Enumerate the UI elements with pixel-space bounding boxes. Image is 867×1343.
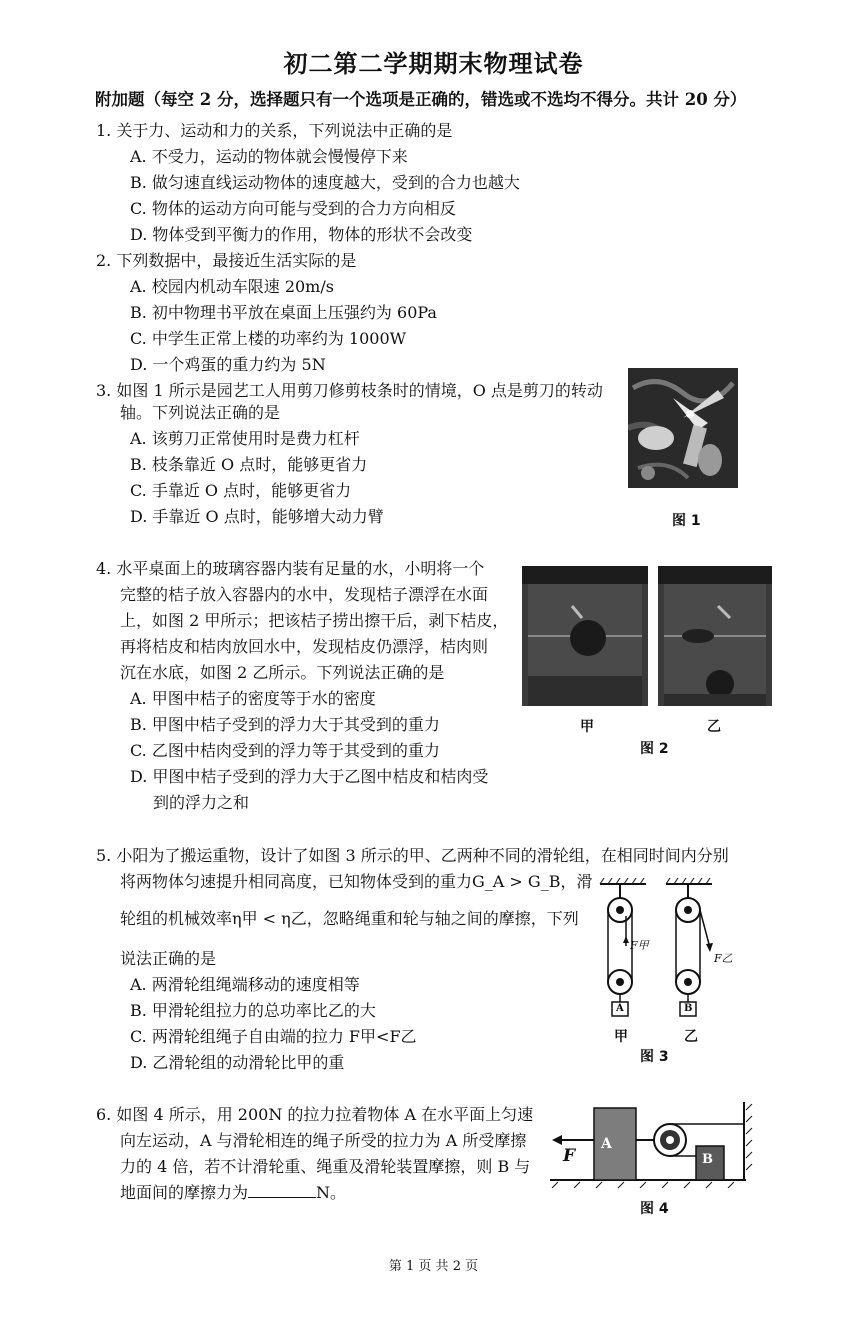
- figure-3-label-jia: 甲: [614, 1029, 628, 1045]
- block-a-label: A: [601, 1136, 612, 1152]
- section-instruction: 附加题（每空 2 分，选择题只有一个选项是正确的，错选或不选均不得分。共计 20 分）: [95, 90, 747, 109]
- figure-1-caption: 图 1: [672, 513, 701, 529]
- answer-blank[interactable]: [248, 1183, 316, 1198]
- option-a: A. 甲图中桔子的密度等于水的密度: [130, 689, 376, 708]
- option-b: B. 甲图中桔子受到的浮力大于其受到的重力: [130, 715, 440, 734]
- figure-1-photo: [628, 368, 738, 488]
- page-footer: 第 1 页 共 2 页: [388, 1259, 479, 1274]
- option-d: D. 物体受到平衡力的作用，物体的形状不会改变: [130, 225, 473, 244]
- option-d-cont: 到的浮力之和: [153, 793, 250, 812]
- question-stem-cont: 说法正确的是: [120, 949, 217, 968]
- question-stem-cont: 轮组的机械效率η甲 < η乙，忽略绳重和轮与轴之间的摩擦，下列: [120, 909, 579, 928]
- figure-2-caption: 图 2: [640, 741, 669, 757]
- figure-3-pulley-diagram: [596, 876, 720, 1024]
- question-stem-cont: 沉在水底，如图 2 乙所示。下列说法正确的是: [120, 663, 445, 682]
- option-c: C. 手靠近 O 点时，能够更省力: [130, 481, 352, 500]
- question-stem-cont: [120, 1180, 346, 1203]
- option-b: B. 甲滑轮组拉力的总功率比乙的大: [130, 1001, 376, 1020]
- block-b-label: B: [702, 1152, 713, 1167]
- force-label-f: F: [563, 1146, 576, 1166]
- figure-4-diagram: [550, 1100, 754, 1190]
- question-stem: 2. 下列数据中，最接近生活实际的是: [96, 251, 357, 270]
- figure-3-label-yi: 乙: [684, 1029, 698, 1045]
- option-b: B. 初中物理书平放在桌面上压强约为 60Pa: [130, 303, 437, 322]
- figure-2-label-jia: 甲: [580, 719, 594, 735]
- option-a: A. 校园内机动车限速 20m/s: [130, 277, 334, 296]
- option-b: B. 枝条靠近 O 点时，能够更省力: [130, 455, 368, 474]
- question-stem: 6. 如图 4 所示，用 200N 的拉力拉着物体 A 在水平面上匀速: [96, 1105, 534, 1124]
- block-b-label: B: [684, 1003, 693, 1014]
- option-c: C. 两滑轮组绳子自由端的拉力 F甲<F乙: [130, 1027, 417, 1046]
- question-stem-cont: 力的 4 倍，若不计滑轮重、绳重及滑轮装置摩擦，则 B 与: [120, 1157, 531, 1176]
- question-stem: 4. 水平桌面上的玻璃容器内装有足量的水，小明将一个: [96, 559, 485, 578]
- question-stem: 1. 关于力、运动和力的关系，下列说法中正确的是: [96, 121, 453, 140]
- question-stem-unit: N。: [316, 1183, 347, 1202]
- question-stem: 3. 如图 1 所示是园艺工人用剪刀修剪枝条时的情境，O 点是剪刀的转动: [96, 381, 603, 400]
- option-d: D. 乙滑轮组的动滑轮比甲的重: [130, 1053, 345, 1072]
- option-b: B. 做匀速直线运动物体的速度越大，受到的合力也越大: [130, 173, 520, 192]
- option-a: A. 该剪刀正常使用时是费力杠杆: [130, 429, 360, 448]
- force-label-jia: F甲: [630, 939, 649, 952]
- question-stem-cont: 向左运动，A 与滑轮相连的绳子所受的拉力为 A 所受摩擦: [120, 1131, 527, 1150]
- figure-2-label-yi: 乙: [707, 719, 721, 735]
- figure-2-jia-photo: [522, 566, 648, 706]
- page-title: 初二第二学期期末物理试卷: [283, 49, 584, 78]
- figure-2-yi-photo: [658, 566, 772, 706]
- option-d: D. 手靠近 O 点时，能够增大动力臂: [130, 507, 384, 526]
- option-c: C. 物体的运动方向可能与受到的合力方向相反: [130, 199, 456, 218]
- question-stem-text: 地面间的摩擦力为: [120, 1183, 249, 1202]
- question-stem-cont: 将两物体匀速提升相同高度，已知物体受到的重力G_A > G_B，滑: [120, 872, 593, 891]
- question-stem-cont: 上，如图 2 甲所示；把该桔子捞出擦干后，剥下桔皮，: [120, 611, 509, 630]
- block-a-label: A: [616, 1003, 624, 1014]
- option-a: A. 两滑轮组绳端移动的速度相等: [130, 975, 360, 994]
- question-stem-cont: 再将桔皮和桔肉放回水中，发现桔皮仍漂浮，桔肉则: [120, 637, 489, 656]
- figure-3-caption: 图 3: [640, 1049, 669, 1065]
- question-stem-cont: 轴。下列说法正确的是: [120, 403, 281, 422]
- option-c: C. 中学生正常上楼的功率约为 1000W: [130, 329, 407, 348]
- figure-4-caption: 图 4: [640, 1201, 669, 1217]
- option-d: D. 一个鸡蛋的重力约为 5N: [130, 355, 326, 374]
- option-c: C. 乙图中桔肉受到的浮力等于其受到的重力: [130, 741, 440, 760]
- question-stem: 5. 小阳为了搬运重物，设计了如图 3 所示的甲、乙两种不同的滑轮组，在相同时间内分别: [96, 846, 729, 865]
- option-d: D. 甲图中桔子受到的浮力大于乙图中桔皮和桔肉受: [130, 767, 489, 786]
- question-stem-cont: 完整的桔子放入容器内的水中，发现桔子漂浮在水面: [120, 585, 489, 604]
- option-a: A. 不受力，运动的物体就会慢慢停下来: [130, 147, 408, 166]
- force-label-yi: F乙: [714, 952, 733, 965]
